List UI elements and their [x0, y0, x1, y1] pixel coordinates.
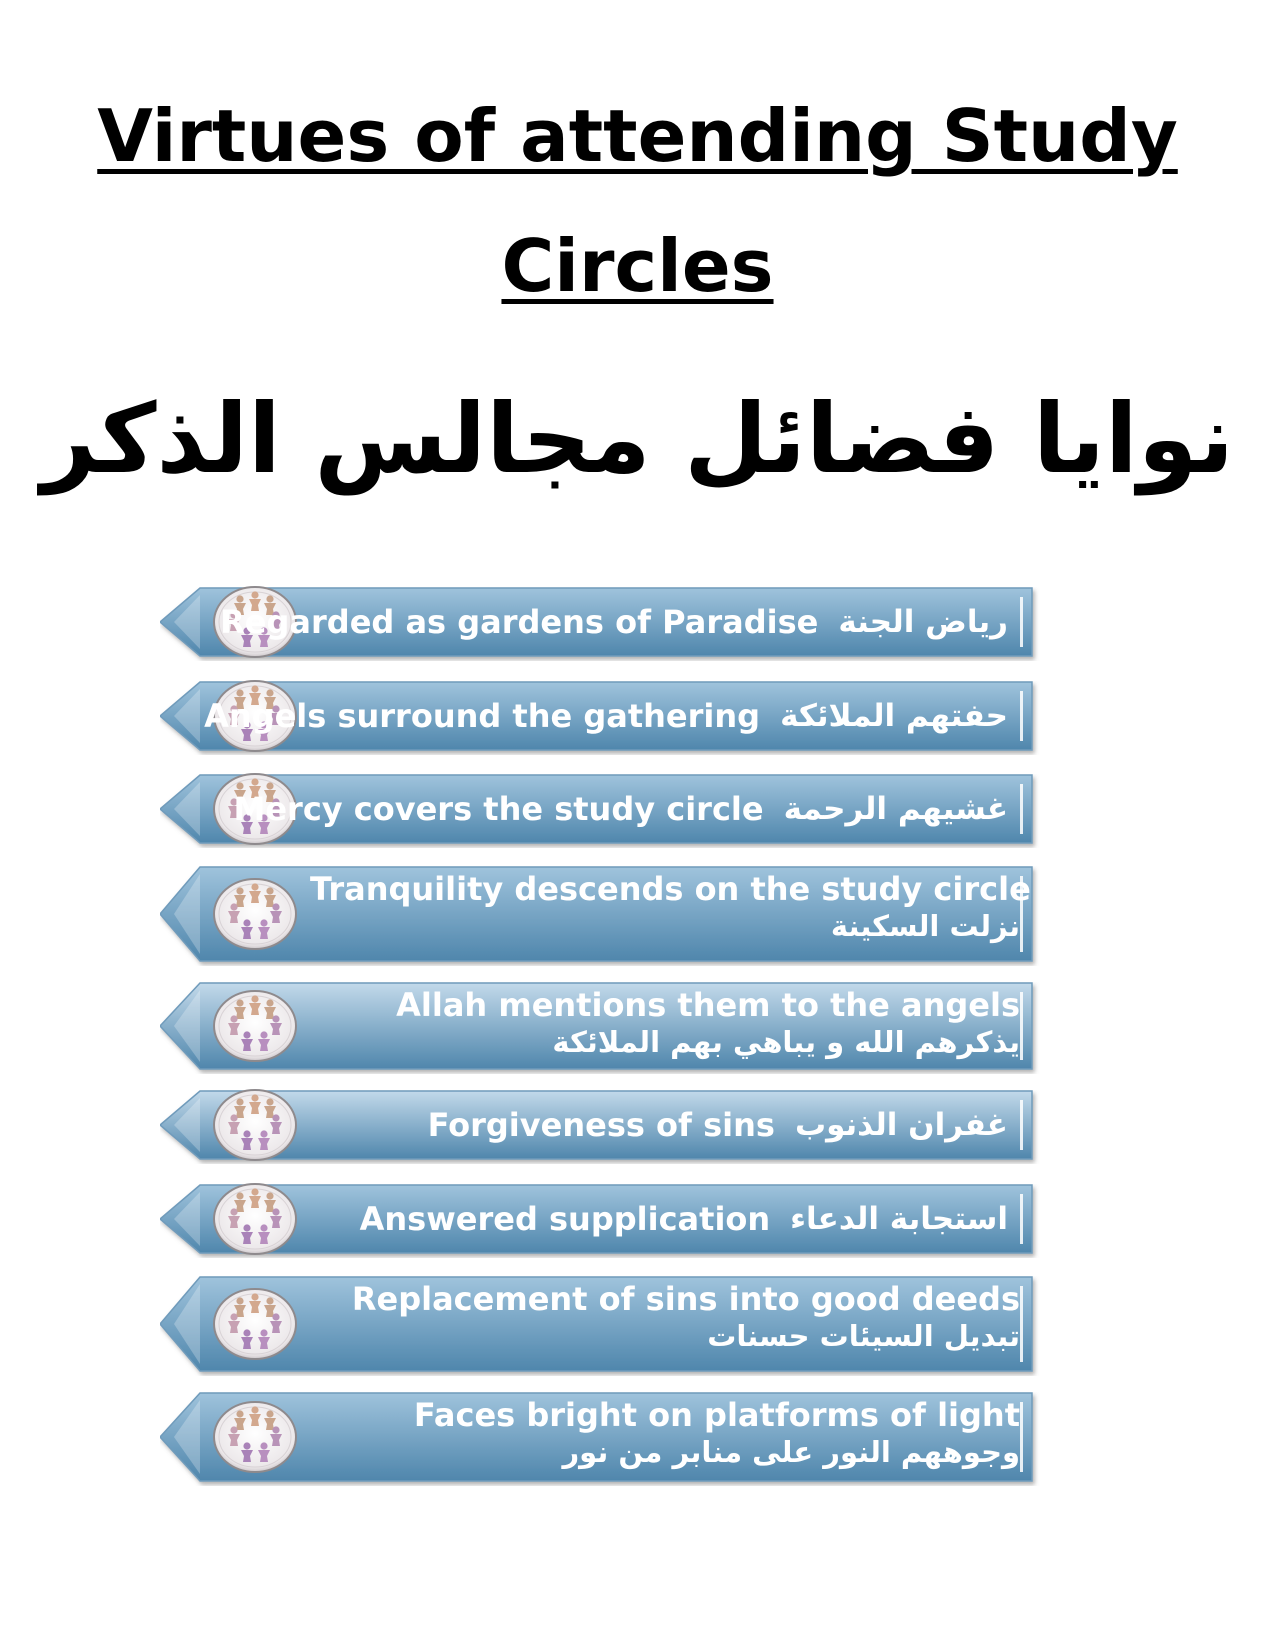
virtue-item — [160, 1090, 1090, 1160]
virtue-english: Answered supplication — [359, 1200, 771, 1238]
page-title-line-2: Circles — [501, 224, 774, 308]
virtue-text — [204, 681, 1008, 751]
virtue-text — [310, 870, 1031, 944]
people-circle-icon — [212, 1088, 298, 1162]
virtue-english: Mercy covers the study circle — [233, 790, 764, 828]
people-circle-icon — [212, 877, 298, 951]
page-title-line-1: Virtues of attending Study — [97, 94, 1178, 178]
virtue-english: Allah mentions them to the angels — [396, 986, 1020, 1024]
virtue-item — [160, 774, 1090, 844]
virtue-arabic: حفتهم الملائكة — [780, 698, 1008, 734]
virtue-arabic: رياض الجنة — [838, 604, 1008, 640]
virtue-item — [160, 681, 1090, 751]
people-circle-icon — [212, 1182, 298, 1256]
people-circle-icon — [212, 989, 298, 1063]
virtue-text — [310, 1280, 1020, 1354]
virtue-item — [160, 1184, 1090, 1254]
virtue-text — [233, 774, 1008, 844]
virtue-arabic: يذكرهم الله و يباهي بهم الملائكة — [552, 1025, 1020, 1060]
virtue-arabic: غشيهم الرحمة — [783, 791, 1008, 827]
virtue-arabic: استجابة الدعاء — [790, 1201, 1008, 1237]
virtue-english: Regarded as gardens of Paradise — [220, 603, 819, 641]
virtue-item — [160, 1392, 1090, 1482]
virtue-english: Angels surround the gathering — [204, 697, 761, 735]
virtue-english: Replacement of sins into good deeds — [351, 1280, 1020, 1318]
virtue-text — [310, 986, 1020, 1060]
virtue-item — [160, 1276, 1090, 1372]
virtue-text — [220, 587, 1008, 657]
virtue-item — [160, 982, 1090, 1070]
people-circle-icon — [212, 1287, 298, 1361]
arabic-title: نوايا فضائل مجالس الذكر — [40, 383, 1235, 495]
virtue-arabic: تبديل السيئات حسنات — [707, 1319, 1020, 1354]
virtue-text — [310, 1396, 1020, 1470]
virtue-text — [310, 1090, 1008, 1160]
virtue-item — [160, 587, 1090, 657]
virtue-text — [310, 1184, 1008, 1254]
people-circle-icon — [212, 1400, 298, 1474]
virtue-arabic: وجوههم النور على منابر من نور — [562, 1435, 1020, 1470]
virtue-item — [160, 866, 1090, 962]
virtue-arabic: غفران الذنوب — [794, 1107, 1008, 1143]
virtue-english: Forgiveness of sins — [427, 1106, 775, 1144]
virtue-arabic: نزلت السكينة — [830, 909, 1020, 944]
virtue-english: Tranquility descends on the study circle — [310, 870, 1031, 908]
virtue-english: Faces bright on platforms of light — [413, 1396, 1020, 1434]
